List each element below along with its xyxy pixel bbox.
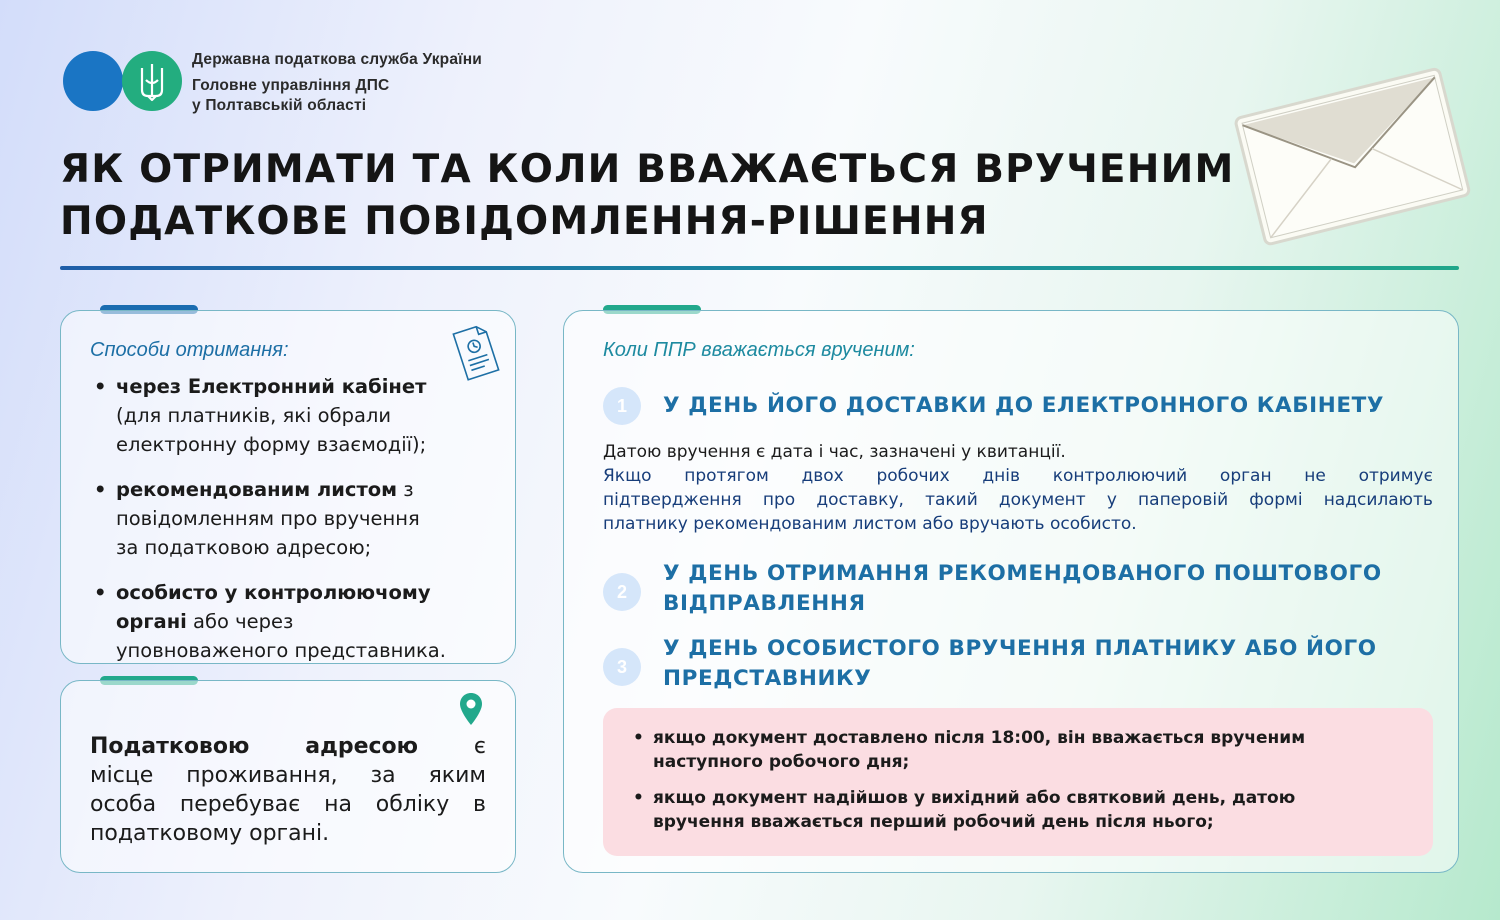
- org-line-1: Державна податкова служба України: [192, 51, 482, 68]
- methods-list: [90, 372, 510, 681]
- method-bold: особисто у контролюючому: [116, 581, 431, 604]
- step-heading: У ДЕНЬ ОТРИМАННЯ РЕКОМЕНДОВАНОГО ПОШТОВОГО ВІДПРАВЛЕННЯ: [663, 561, 1382, 616]
- step-number: 1: [603, 387, 641, 425]
- header-divider: [60, 266, 1459, 270]
- notes-list: [633, 726, 1423, 846]
- method-line: електронну форму взаємодії);: [116, 433, 427, 456]
- step-heading: У ДЕНЬ ОСОБИСТОГО ВРУЧЕННЯ ПЛАТНИКУ АБО ЙОГО ПРЕДСТАВНИКУ: [663, 636, 1377, 691]
- page-title: [60, 144, 1234, 248]
- delivery-heading: Коли ППР вважається врученим:: [603, 339, 915, 361]
- method-line: повідомленням про вручення: [116, 507, 420, 530]
- title-line-1: ЯК ОТРИМАТИ ТА КОЛИ ВВАЖАЄТЬСЯ ВРУЧЕНИМ: [60, 147, 1235, 192]
- step-number: 2: [603, 573, 641, 611]
- list-item: • особисто у контролюючому органі або через уповноваженого представника.: [90, 578, 510, 665]
- method-bold: рекомендованим листом: [116, 478, 398, 501]
- list-item: • рекомендованим листом з повідомленням про вручення за податковою адресою;: [90, 475, 510, 562]
- notes-box: [603, 708, 1433, 856]
- method-line: (для платників, які обрали: [116, 404, 392, 427]
- method-line: уповноваженого представника.: [116, 639, 446, 662]
- logo-blue-circle: [63, 51, 123, 111]
- org-line-2: Головне управління ДПС: [192, 77, 390, 94]
- title-line-2: ПОДАТКОВЕ ПОВІДОМЛЕННЯ-РІШЕННЯ: [60, 199, 989, 244]
- delivery-paragraph: Датою вручення є дата і час, зазначені у квитанції. Якщо протягом двох робочих днів контролюючий орган не отримує підтвердження про доставку, такий документ у паперовій формі надсилають платнику рекомендованим листом або вручають особисто.: [603, 442, 1433, 534]
- step-heading: У ДЕНЬ ЙОГО ДОСТАВКИ ДО ЕЛЕКТРОННОГО КАБІНЕТУ: [663, 393, 1385, 418]
- method-line: за податковою адресою;: [116, 536, 372, 559]
- envelope-icon: [1222, 56, 1478, 246]
- org-name: [192, 50, 482, 116]
- location-pin-icon: [459, 692, 483, 726]
- methods-heading: Способи отримання:: [90, 339, 289, 361]
- list-item: • якщо документ надійшов у вихідний або святковий день, датою вручення вважається перший робочий день після нього;: [633, 786, 1423, 834]
- list-item: [90, 372, 510, 459]
- step-number: 3: [603, 648, 641, 686]
- method-bold: через Електронний кабінет: [116, 375, 427, 398]
- dps-logo: [62, 50, 186, 112]
- org-line-3: у Полтавській області: [192, 97, 367, 114]
- list-item: • якщо документ доставлено після 18:00, він вважається врученим наступного робочого дня;: [633, 726, 1423, 774]
- address-text: Податковою адресою є місце проживання, за яким особа перебуває на обліку в податковому органі.: [90, 734, 486, 846]
